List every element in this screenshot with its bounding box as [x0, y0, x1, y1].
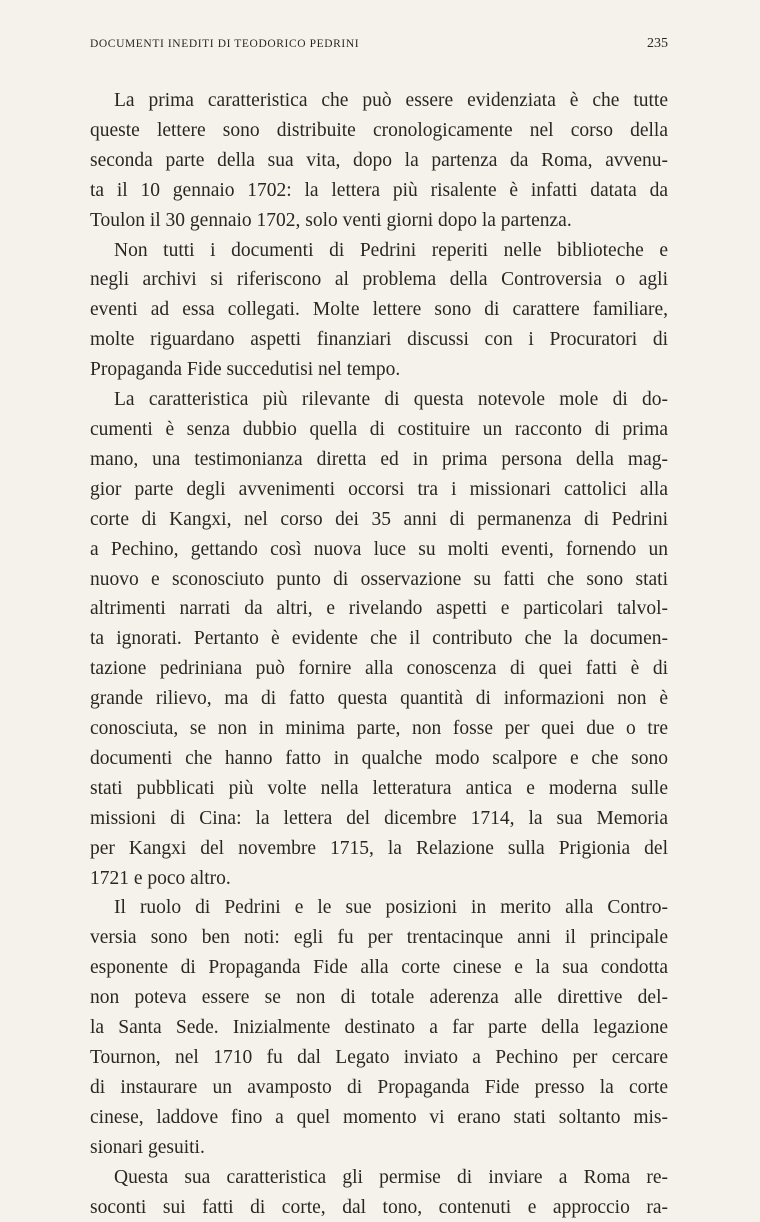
- running-head: [90, 36, 668, 52]
- text-line: corte di Kangxi, nel corso dei 35 anni di permanenza di Pedrini: [90, 508, 668, 530]
- text-line: mano, una testimonianza diretta ed in prima persona della mag-: [90, 448, 668, 470]
- running-title: DOCUMENTI INEDITI DI TEODORICO PEDRINI: [90, 38, 360, 50]
- text-line: altrimenti narrati da altri, e rivelando aspetti e particolari talvol-: [90, 598, 668, 620]
- text-line: Questa sua caratteristica gli permise di inviare a Roma re-: [114, 1166, 668, 1188]
- text-line: Non tutti i documenti di Pedrini reperiti nelle biblioteche e: [114, 239, 668, 261]
- page-number: 235: [647, 36, 668, 51]
- text-line: esponente di Propaganda Fide alla corte cinese e la sua condotta: [90, 957, 668, 979]
- text-line: versia sono ben noti: egli fu per trentacinque anni il principale: [90, 927, 668, 949]
- text-line: a Pechino, gettando così nuova luce su molti eventi, fornendo un: [90, 538, 668, 560]
- text-line: molte riguardano aspetti finanziari discussi con i Procuratori di: [90, 329, 668, 351]
- text-line: cinese, laddove fino a quel momento vi erano stati soltanto mis-: [90, 1106, 668, 1128]
- text-line: ta il 10 gennaio 1702: la lettera più risalente è infatti datata da: [90, 179, 668, 201]
- text-line: la Santa Sede. Inizialmente destinato a far parte della legazione: [90, 1017, 668, 1039]
- body-text: [90, 86, 668, 1222]
- text-line: Toulon il 30 gennaio 1702, solo venti giorni dopo la partenza.: [90, 209, 572, 231]
- text-line: missioni di Cina: la lettera del dicembre 1714, la sua Memoria: [90, 807, 668, 829]
- text-line: di instaurare un avamposto di Propaganda Fide presso la corte: [90, 1076, 668, 1098]
- text-line: cumenti è senza dubbio quella di costituire un racconto di prima: [90, 418, 668, 440]
- text-line: queste lettere sono distribuite cronologicamente nel corso della: [90, 119, 668, 141]
- text-line: Tournon, nel 1710 fu dal Legato inviato a Pechino per cercare: [90, 1047, 668, 1068]
- text-line: negli archivi si riferiscono al problema della Controversia o agli: [90, 269, 668, 291]
- text-line: documenti che hanno fatto in qualche modo scalpore e che sono: [90, 747, 668, 769]
- text-line: nuovo e sconosciuto punto di osservazione su fatti che sono stati: [90, 568, 668, 590]
- text-line: 1721 e poco altro.: [90, 867, 231, 889]
- text-line: per Kangxi del novembre 1715, la Relazione sulla Prigionia del: [90, 837, 668, 859]
- text-line: tazione pedriniana può fornire alla conoscenza di quei fatti è di: [90, 658, 668, 680]
- text-line: conosciuta, se non in minima parte, non fosse per quei due o tre: [90, 718, 668, 740]
- text-line: La prima caratteristica che può essere evidenziata è che tutte: [114, 90, 668, 111]
- text-line: ta ignorati. Pertanto è evidente che il contributo che la documen-: [90, 628, 668, 650]
- text-line: non poteva essere se non di totale aderenza alle direttive del-: [90, 987, 668, 1009]
- text-line: sionari gesuiti.: [90, 1136, 205, 1158]
- text-line: Il ruolo di Pedrini e le sue posizioni in merito alla Contro-: [114, 897, 668, 919]
- text-line: gior parte degli avvenimenti occorsi tra i missionari cattolici alla: [90, 478, 668, 500]
- text-line: soconti sui fatti di corte, dal tono, contenuti e approccio ra-: [90, 1196, 668, 1218]
- text-line: seconda parte della sua vita, dopo la partenza da Roma, avvenu-: [90, 149, 668, 171]
- text-line: Propaganda Fide succedutisi nel tempo.: [90, 359, 401, 381]
- text-line: grande rilievo, ma di fatto questa quantità di informazioni non è: [90, 688, 668, 710]
- text-line: eventi ad essa collegati. Molte lettere sono di carattere familiare,: [90, 299, 668, 321]
- text-line: stati pubblicati più volte nella letteratura antica e moderna sulle: [90, 777, 668, 799]
- text-line: La caratteristica più rilevante di questa notevole mole di do-: [114, 389, 668, 411]
